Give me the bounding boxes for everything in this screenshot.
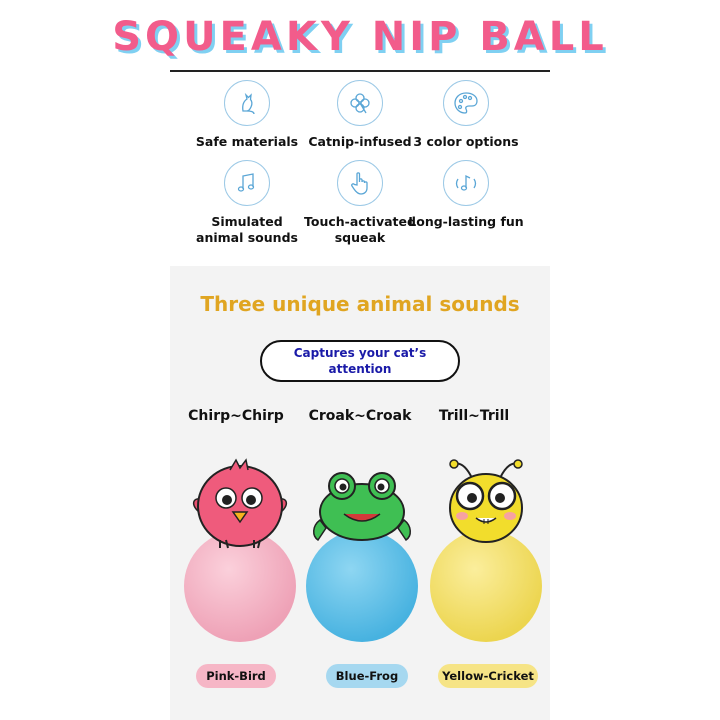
feature-lasting	[391, 160, 541, 230]
attention-badge: Captures your cat’s attention	[260, 340, 460, 382]
blue-frog-ball	[302, 462, 422, 646]
feature-label: 3 color options	[413, 134, 519, 149]
yellow-cricket-ball	[426, 456, 546, 646]
pointing-hand-icon	[337, 160, 383, 206]
feature-colors	[391, 80, 541, 150]
frog-character	[314, 473, 411, 540]
panel-title: Three unique animal sounds	[200, 292, 520, 316]
bird-character	[194, 460, 287, 548]
cricket-character	[450, 460, 522, 542]
sound-label-croak: Croak~Croak	[308, 408, 412, 424]
feature-label: Touch-activated squeak	[304, 214, 416, 245]
blue-ball	[306, 530, 418, 642]
cat-icon	[224, 80, 270, 126]
feature-label: Long-lasting fun	[408, 214, 524, 229]
clover-icon	[337, 80, 383, 126]
variant-tag-blue-frog: Blue-Frog	[326, 664, 408, 688]
sound-label-chirp: Chirp~Chirp	[188, 408, 284, 424]
sound-label-trill: Trill~Trill	[438, 408, 510, 424]
feature-label: Catnip-infused	[308, 134, 412, 149]
music-notes-icon	[224, 160, 270, 206]
yellow-ball	[430, 530, 542, 642]
palette-icon	[443, 80, 489, 126]
variant-tag-yellow-cricket: Yellow-Cricket	[438, 664, 538, 688]
feature-label: Simulated animal sounds	[196, 214, 298, 245]
feature-label: Safe materials	[195, 134, 299, 149]
title-divider	[170, 70, 550, 72]
page-title: SQUEAKY NIP BALL	[112, 14, 608, 60]
pink-bird-ball	[180, 456, 300, 646]
product-panel	[170, 266, 550, 720]
music-note-circle-icon	[443, 160, 489, 206]
variant-tag-pink-bird: Pink-Bird	[196, 664, 276, 688]
